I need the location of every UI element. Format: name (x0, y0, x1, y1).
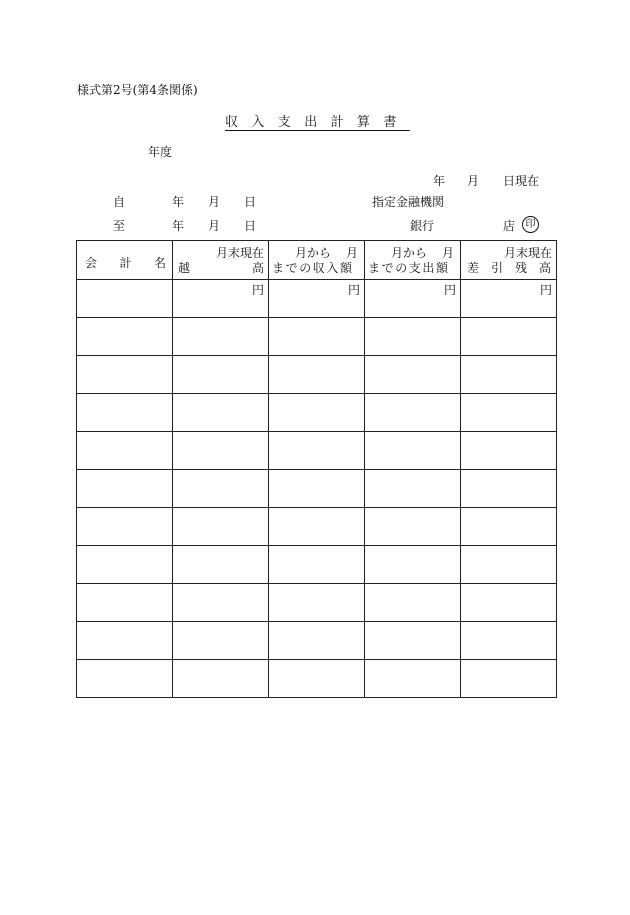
account-name-cell[interactable] (77, 280, 173, 318)
header-account-name-char: 計 (119, 256, 132, 270)
yen-unit: 円 (539, 283, 552, 297)
header-balance-char: 高 (538, 261, 551, 275)
balance-cell[interactable] (461, 356, 557, 394)
balance-cell[interactable] (461, 432, 557, 470)
header-income-from: 月から (295, 246, 332, 260)
expense-cell[interactable] (365, 356, 461, 394)
balance-cell[interactable] (461, 470, 557, 508)
as-of-day-label: 日現在 (503, 174, 540, 188)
period-from-day: 日 (244, 195, 257, 209)
balance-cell[interactable] (461, 318, 557, 356)
header-income (269, 241, 365, 280)
carryover-cell[interactable] (173, 318, 269, 356)
account-name-cell[interactable] (77, 622, 173, 660)
carryover-cell[interactable] (173, 356, 269, 394)
carryover-cell[interactable] (173, 470, 269, 508)
expense-cell[interactable] (365, 432, 461, 470)
expense-cell[interactable] (365, 622, 461, 660)
header-account-name-char: 会 (85, 256, 98, 270)
income-cell[interactable] (269, 432, 365, 470)
header-income-month: 月 (345, 246, 358, 260)
branch-word-label: 店 (503, 219, 516, 233)
period-to-month: 月 (208, 219, 221, 233)
as-of-month-label: 月 (467, 174, 480, 188)
period-to-label: 至 (113, 219, 126, 233)
designated-bank-label: 指定金融機関 (372, 195, 445, 209)
account-name-cell[interactable] (77, 394, 173, 432)
table-row (77, 622, 557, 660)
expense-cell[interactable] (365, 394, 461, 432)
balance-cell[interactable] (461, 546, 557, 584)
carryover-cell[interactable] (173, 622, 269, 660)
account-name-cell[interactable] (77, 470, 173, 508)
header-carryover (173, 241, 269, 280)
header-balance (461, 241, 557, 280)
expense-cell[interactable] (365, 280, 461, 318)
carryover-cell[interactable] (173, 584, 269, 622)
balance-cell[interactable] (461, 394, 557, 432)
header-expense-month: 月 (441, 246, 454, 260)
expense-cell[interactable] (365, 660, 461, 698)
carryover-cell[interactable] (173, 508, 269, 546)
income-cell[interactable] (269, 660, 365, 698)
fiscal-year-label: 年度 (148, 145, 173, 159)
period-from-label: 自 (113, 195, 126, 209)
table-row (77, 470, 557, 508)
carryover-cell[interactable] (173, 660, 269, 698)
income-cell[interactable] (269, 318, 365, 356)
table-row (77, 660, 557, 698)
header-account-name-char: 名 (153, 256, 166, 270)
header-expense (365, 241, 461, 280)
expense-cell[interactable] (365, 584, 461, 622)
form-number-label: 様式第2号(第4条関係) (77, 83, 198, 97)
bank-word-label: 銀行 (410, 219, 435, 233)
header-balance-char: 差 (467, 261, 480, 275)
document-title: 収入支出計算書 (225, 115, 410, 130)
balance-cell[interactable] (461, 622, 557, 660)
account-name-cell[interactable] (77, 546, 173, 584)
account-name-cell[interactable] (77, 318, 173, 356)
header-carryover-char: 高 (251, 261, 264, 275)
carryover-cell[interactable] (173, 546, 269, 584)
period-to-year: 年 (172, 219, 185, 233)
header-expense-line2: までの支出額 (368, 261, 450, 275)
income-cell[interactable] (269, 584, 365, 622)
table-row (77, 356, 557, 394)
header-account-name (77, 241, 173, 280)
yen-unit: 円 (251, 283, 264, 297)
table-row (77, 394, 557, 432)
income-cell[interactable] (269, 356, 365, 394)
carryover-cell[interactable] (173, 432, 269, 470)
period-from-month: 月 (208, 195, 221, 209)
income-cell[interactable] (269, 394, 365, 432)
income-cell[interactable] (269, 622, 365, 660)
balance-cell[interactable] (461, 584, 557, 622)
carryover-cell[interactable] (173, 280, 269, 318)
carryover-cell[interactable] (173, 394, 269, 432)
balance-cell[interactable] (461, 508, 557, 546)
expense-cell[interactable] (365, 546, 461, 584)
seal-stamp-icon: 印 (522, 216, 539, 233)
account-name-cell[interactable] (77, 584, 173, 622)
account-name-cell[interactable] (77, 356, 173, 394)
yen-unit: 円 (443, 283, 456, 297)
header-balance-char: 引 (490, 261, 503, 275)
yen-unit: 円 (347, 283, 360, 297)
header-balance-line1: 月末現在 (503, 246, 552, 260)
account-name-cell[interactable] (77, 660, 173, 698)
expense-cell[interactable] (365, 470, 461, 508)
income-cell[interactable] (269, 546, 365, 584)
account-name-cell[interactable] (77, 432, 173, 470)
table-row (77, 280, 557, 318)
income-cell[interactable] (269, 280, 365, 318)
table-row (77, 432, 557, 470)
income-cell[interactable] (269, 508, 365, 546)
table-header-row (77, 241, 557, 280)
account-name-cell[interactable] (77, 508, 173, 546)
period-to-day: 日 (244, 219, 257, 233)
header-income-line2: までの収入額 (272, 261, 354, 275)
period-from-year: 年 (172, 195, 185, 209)
as-of-year-label: 年 (433, 174, 446, 188)
balance-cell[interactable] (461, 660, 557, 698)
header-carryover-line1: 月末現在 (215, 246, 264, 260)
table-row (77, 584, 557, 622)
table-row (77, 508, 557, 546)
header-expense-from: 月から (391, 246, 428, 260)
balance-cell[interactable] (461, 280, 557, 318)
header-balance-char: 残 (514, 261, 527, 275)
expense-cell[interactable] (365, 318, 461, 356)
expense-cell[interactable] (365, 508, 461, 546)
header-carryover-char: 越 (178, 261, 191, 275)
table-row (77, 318, 557, 356)
income-cell[interactable] (269, 470, 365, 508)
income-expense-table (76, 240, 557, 698)
table-row (77, 546, 557, 584)
